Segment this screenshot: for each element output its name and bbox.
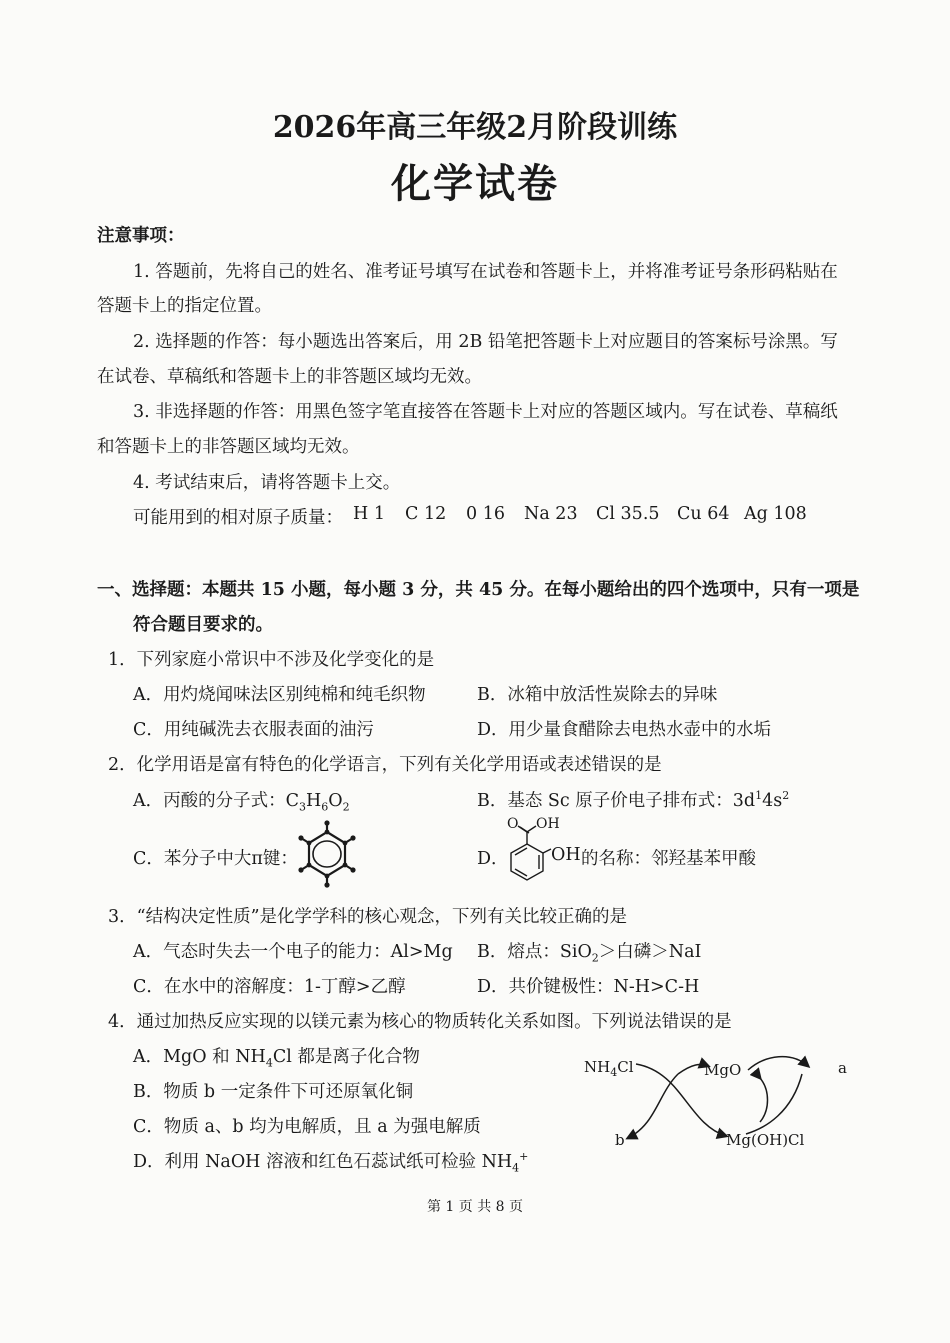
q1-option-a: A．用灼烧闻味法区别纯棉和纯毛织物 — [133, 685, 426, 705]
q2-option-b-config: $3d^14s^2$ — [732, 789, 790, 811]
exam-title: 化学试卷 — [391, 160, 559, 207]
atomic-mass-c: C 12 — [405, 504, 447, 524]
q4-stem: 4．通过加热反应实现的以镁元素为核心的物质转化关系如图。下列说法错误的是 — [108, 1012, 732, 1032]
q3-option-c: C．在水中的溶解度：1-丁醇>乙醇 — [133, 977, 406, 997]
q2-option-a — [133, 787, 350, 814]
q3-option-b-suffix: ＞白磷＞NaI — [598, 942, 702, 962]
q2-option-b — [477, 787, 789, 812]
atomic-mass-o: 0 16 — [466, 504, 505, 524]
notice-item1-line2: 答题卡上的指定位置。 — [97, 296, 272, 316]
notice-item1-line1: 1. 答题前，先将自己的姓名、准考证号填写在试卷和答题卡上，并将准考证号条形码粘贴在 — [133, 262, 838, 282]
q1-option-d: D．用少量食醋除去电热水壶中的水垢 — [477, 720, 772, 740]
q1-stem: 1．下列家庭小常识中不涉及化学变化的是 — [108, 650, 435, 670]
notice-item3-line2: 和答题卡上的非答题区域均无效。 — [97, 437, 360, 457]
arrow-to-a — [748, 1057, 808, 1070]
q4-option-a-suffix: Cl 都是离子化合物 — [272, 1047, 420, 1067]
q4-option-d-text: D．利用 NaOH 溶液和红色石蕊试纸可检验 NH — [133, 1152, 513, 1172]
notice-item2-line2: 在试卷、草稿纸和答题卡上的非答题区域均无效。 — [97, 367, 482, 387]
q4-option-b: B．物质 b 一定条件下可还原氧化铜 — [133, 1082, 414, 1102]
q4-option-a-prefix: A．MgO 和 NH — [133, 1047, 266, 1067]
q2-option-b-text: B．基态 Sc 原子价电子排布式： — [477, 791, 733, 811]
page-number: 第 1 页 共 8 页 — [426, 1199, 524, 1215]
arrow-mgohcl-to-mgo — [760, 1078, 768, 1122]
q2-option-a-formula: $C_3H_6O_2$ — [285, 791, 350, 814]
diagram-mgo: MgO — [704, 1061, 742, 1079]
diagram-nh4cl: $NH_4Cl$ — [584, 1058, 634, 1079]
salicylic-hydroxyl-oh: OH — [551, 845, 581, 865]
diagram-a: a — [838, 1059, 847, 1077]
atomic-mass-ag: Ag 108 — [744, 504, 807, 524]
atomic-mass-cu: Cu 64 — [677, 504, 730, 524]
q3-option-b: B．熔点：SiO$_2$＞白磷＞NaI — [477, 942, 702, 965]
atomic-mass-na: Na 23 — [524, 504, 578, 524]
q1-option-c: C．用纯碱洗去衣服表面的油污 — [133, 720, 374, 740]
notice-item2-line1: 2. 选择题的作答：每小题选出答案后，用 2B 铅笔把答题卡上对应题目的答案标号涂黑。写 — [133, 332, 838, 352]
section1-heading-line2: 符合题目要求的。 — [133, 615, 273, 635]
q2-stem: 2．化学用语是富有特色的化学语言，下列有关化学用语或表述错误的是 — [108, 755, 662, 775]
q3-option-d: D．共价键极性：N-H>C-H — [477, 977, 700, 997]
notice-item3-line1: 3. 非选择题的作答：用黑色签字笔直接答在答题卡上对应的答题区域内。写在试卷、草稿纸 — [133, 402, 838, 422]
q2-option-a-text: A．丙酸的分子式： — [133, 791, 286, 811]
q3-option-b-prefix: B．熔点：SiO — [477, 942, 592, 962]
benzene-pi-bond-structure — [293, 820, 361, 890]
q2-option-c: C．苯分子中大π键： — [133, 849, 298, 869]
q4-option-d: D．利用 NaOH 溶液和红色石蕊试纸可检验 $NH_4^+$ — [133, 1150, 529, 1175]
q4-option-a: A．MgO 和 $NH_4Cl$ 都是离子化合物 — [133, 1047, 420, 1070]
q2-option-d-text: 的名称：邻羟基苯甲酸 — [581, 849, 756, 869]
salicylic-carbonyl-o: O — [507, 816, 519, 832]
atomic-mass-cl: Cl 35.5 — [596, 504, 660, 524]
diagram-b: b — [615, 1131, 625, 1149]
section1-heading-line1: 一、选择题：本题共 15 小题，每小题 3 分，共 45 分。在每小题给出的四个选项中，只有一项是 — [97, 580, 860, 600]
q2-option-d-label: D． — [477, 849, 509, 869]
salicylic-carboxyl-oh: OH — [536, 816, 560, 832]
atomic-mass-h: H 1 — [353, 504, 385, 524]
notice-item4: 4. 考试结束后，请将答题卡上交。 — [133, 473, 401, 493]
q4-option-c: C．物质 a、b 均为电解质，且 a 为强电解质 — [133, 1117, 481, 1137]
q3-option-a: A．气态时失去一个电子的能力：Al>Mg — [133, 942, 453, 962]
exam-subtitle: 2026年高三年级2月阶段训练 — [272, 110, 678, 145]
arrow-to-b — [628, 1074, 678, 1138]
q1-option-b: B．冰箱中放活性炭除去的异味 — [477, 685, 718, 705]
diagram-mgohcl: Mg(OH)Cl — [726, 1131, 805, 1149]
q3-stem: 3．“结构决定性质”是化学学科的核心观念，下列有关比较正确的是 — [108, 907, 628, 927]
notice-heading: 注意事项： — [97, 226, 185, 246]
arrow-to-mgo-back — [746, 1074, 802, 1134]
atomic-mass-label: 可能用到的相对原子质量： — [133, 508, 343, 528]
